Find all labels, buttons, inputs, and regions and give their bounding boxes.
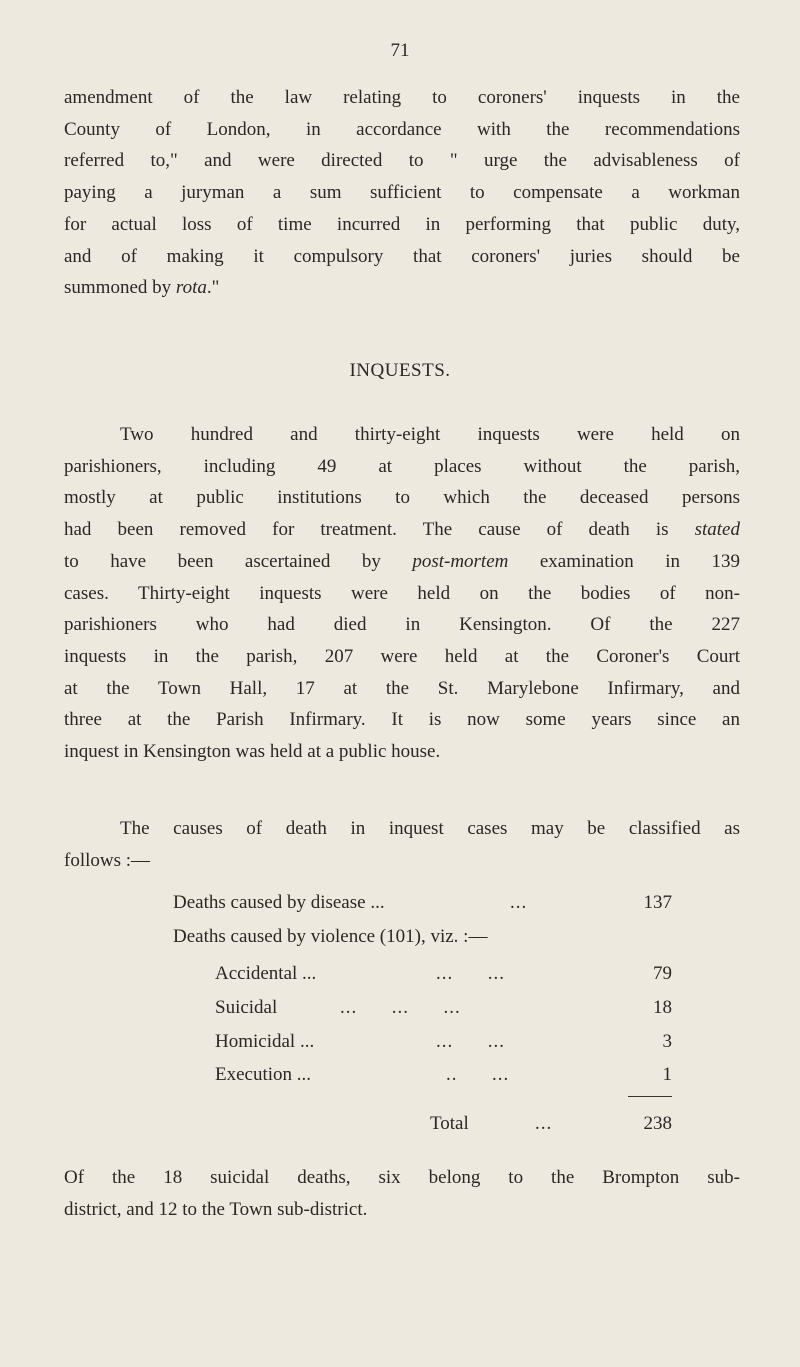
causes-intro-paragraph [64,813,740,876]
table-row [0,926,800,956]
intro-line: amendment of the law relating to coroners' inquests in the [64,87,740,108]
row-value: 3 [662,1031,672,1052]
intro-line: and of making it compulsory that coroners' juries should be [64,245,740,267]
intro-last-suffix: ." [206,277,220,299]
total-label: Total [430,1113,469,1134]
inquests-line: Two hundred and thirty-eight inquests were held on [120,424,740,445]
suicidal-paragraph [64,1162,740,1225]
row-dots: ... ... [436,1031,505,1052]
inquests-line: at the Town Hall, 17 at the St. Marylebone Infirmary, and [64,677,740,699]
row-dots: .. ... [446,1064,510,1085]
causes-line: follows :— [64,849,151,871]
row-value: 1 [662,1064,672,1085]
row-label: Execution ... [215,1064,312,1085]
table-row [0,997,800,1027]
total-value: 238 [643,1113,672,1134]
table-row [0,1064,800,1094]
table-row [0,1031,800,1061]
suicidal-line: Of the 18 suicidal deaths, six belong to the Brompton sub- [64,1167,740,1188]
inquests-line: parishioners who had died in Kensington. Of the 227 [64,614,740,636]
row-dots: ... ... [436,963,505,984]
stated-italic: stated [694,519,740,541]
intro-last-line [64,272,740,304]
inquests-line: parishioners, including 49 at places without the parish, [64,455,740,477]
inquests-line: inquests in the parish, 207 were held at the Coroner's Court [64,645,740,667]
intro-line: paying a juryman a sum sufficient to compensate a workman [64,182,740,204]
intro-rota-italic: rota [175,277,207,299]
causes-line: The causes of death in inquest cases may be classified as [120,818,740,839]
row-value: 79 [653,963,672,984]
suicidal-line: district, and 12 to the Town sub-district. [64,1198,368,1220]
row-label: Deaths caused by violence (101), viz. :— [173,926,488,947]
row-label: Suicidal [215,997,278,1018]
total-rule [628,1096,672,1097]
table-row [0,892,800,922]
total-dots: ... [535,1113,553,1134]
inquests-line: three at the Parish Infirmary. It is now some years since an [64,709,740,731]
inquests-line: cases. Thirty-eight inquests were held on the bodies of non- [64,582,740,604]
inquests-paragraph [64,419,740,768]
row-value: 137 [643,892,672,913]
table-row [0,963,800,993]
inquests-line [64,514,740,546]
intro-paragraph [64,82,740,304]
intro-line: for actual loss of time incurred in performing that public duty, [64,213,740,235]
intro-line: referred to," and were directed to " urge the advisableness of [64,150,740,172]
post-mortem-italic: post-mortem [412,550,509,572]
intro-last-prefix: summoned by [64,277,176,299]
row-label: Homicidal ... [215,1031,315,1052]
inquests-l5-text-a: to have been ascertained by [64,550,413,572]
inquests-l5-text-b: examination in 139 [508,550,740,572]
inquests-l4-text: had been removed for treatment. The cause of death is [64,519,695,541]
page-number: 71 [390,40,410,61]
row-dots: ... ... ... [340,997,461,1018]
row-dots: ... [510,892,528,913]
inquests-line [64,546,740,578]
inquests-line: mostly at public institutions to which the deceased persons [64,487,740,509]
intro-line: County of London, in accordance with the recommendations [64,118,740,140]
row-label: Deaths caused by disease ... [173,892,385,913]
table-row-total [0,1113,800,1143]
section-heading: INQUESTS. [349,360,451,381]
inquests-line: inquest in Kensington was held at a public house. [64,741,441,763]
row-value: 18 [653,997,672,1018]
row-label: Accidental ... [215,963,317,984]
